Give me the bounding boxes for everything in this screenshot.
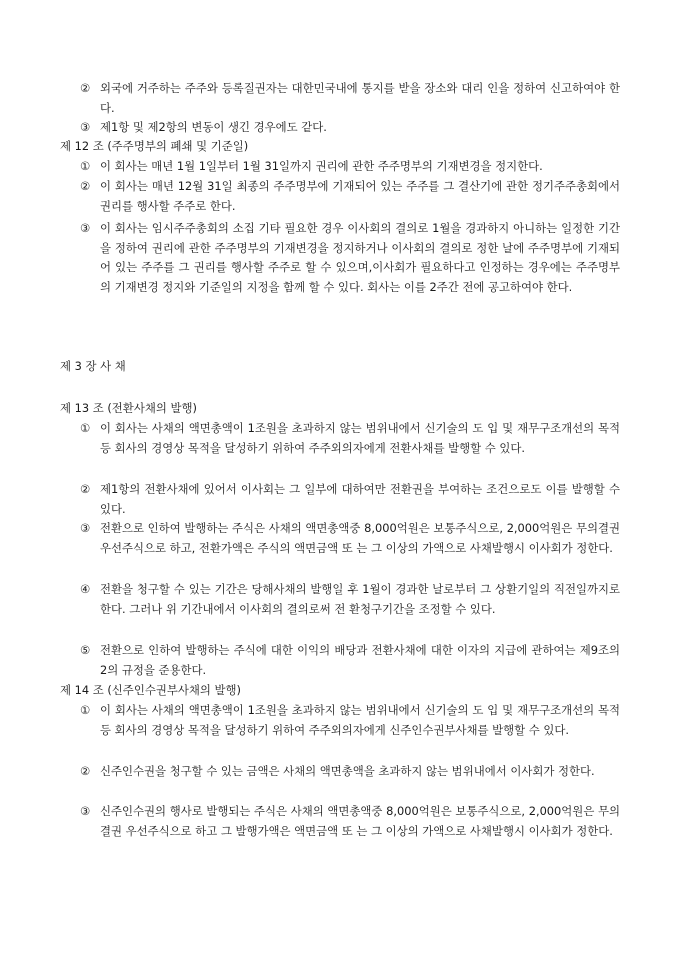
list-item: [80, 157, 620, 177]
item-number: ③: [80, 120, 91, 134]
item-text: 전환으로 인하여 발행하는 주식은 사채의 액면총액중 8,000억원은 보통주식으로, 2,000억원은 무의결권 우선주식으로 하고, 전환가액은 주식의 액면금액 또 는 그 이상의 가액으로 사채발행시 이사회가 정한다.: [100, 521, 620, 555]
item-text: 신주인수권을 청구할 수 있는 금액은 사채의 액면총액을 초과하지 않는 범위내에서 이사회가 정한다.: [100, 764, 595, 778]
item-number: ③: [80, 521, 91, 535]
item-text: 이 회사는 임시주주총회의 소집 기타 필요한 경우 이사회의 결의로 1월을 경과하지 아니하는 일정한 기간을 정하여 권리에 관한 주주명부의 기재변경을 정지하거나 이사회의 결의로 정한 날에 주주명부에 기재되어 있는 주주를 그 권리를 행사할 주주로 할 수 있으며,이사회가 필요하다고 인정하는 경우에는 주주명부의 기재변경 정지와 기준일의 지정을 함께 할 수 있다. 회사는 이를 2주간 전에 공고하여야 한다.: [100, 221, 620, 294]
list-item: [80, 580, 620, 619]
item-number: ②: [80, 179, 91, 193]
list-item: [80, 519, 620, 558]
item-text: 이 회사는 사채의 액면총액이 1조원을 초과하지 않는 범위내에서 신기술의 도 입 및 재무구조개선의 목적등 회사의 경영상 목적을 달성하기 위하여 주주외의자에게 전환사채를 발행할 수 있다.: [100, 421, 620, 455]
item-number: ⑤: [80, 643, 91, 657]
list-item: [80, 219, 620, 297]
item-text: 신주인수권의 행사로 발행되는 주식은 사채의 액면총액중 8,000억원은 보통주식으로, 2,000억원은 무의결권 우선주식으로 하고 그 발행가액은 액면금액 또 는 그 이상의 가액으로 사채발행시 이사회가 정한다.: [100, 804, 620, 838]
item-number: ①: [80, 421, 91, 435]
chapter-heading: 제 3 장 사 채: [60, 359, 126, 373]
list-item: [80, 701, 620, 740]
list-item: [80, 802, 620, 841]
list-item: [80, 419, 620, 458]
list-item: [80, 480, 620, 519]
list-item: [80, 118, 620, 138]
list-item: [80, 177, 620, 216]
item-text: 이 회사는 매년 1월 1일부터 1월 31일까지 권리에 관한 주주명부의 기재변경을 정지한다.: [100, 159, 543, 173]
item-number: ②: [80, 764, 91, 778]
article-heading: 제 14 조 (신주인수권부사채의 발행): [60, 683, 241, 697]
item-text: 전환으로 인하여 발행하는 주식에 대한 이익의 배당과 전환사채에 대한 이자의 지급에 관하여는 제9조의 2의 규정을 준용한다.: [100, 643, 620, 677]
item-number: ②: [80, 81, 91, 95]
list-item: [80, 79, 620, 118]
item-number: ③: [80, 221, 91, 235]
article-heading: 제 13 조 (전환사채의 발행): [60, 401, 197, 415]
item-text: 이 회사는 매년 12월 31일 최종의 주주명부에 기재되어 있는 주주를 그 결산기에 관한 정기주주총회에서 권리를 행사할 주주로 한다.: [100, 179, 620, 213]
item-text: 제1항의 전환사채에 있어서 이사회는 그 일부에 대하여만 전환권을 부여하는 조건으로도 이를 발행할 수 있다.: [100, 482, 620, 516]
article-heading: 제 12 조 (주주명부의 폐쇄 및 기준일): [60, 139, 249, 153]
item-number: ①: [80, 703, 91, 717]
item-text: 전환을 청구할 수 있는 기간은 당해사채의 발행일 후 1월이 경과한 날로부터 그 상환기일의 직전일까지로 한다. 그러나 위 기간내에서 이사회의 결의로써 전 환청구기간을 조정할 수 있다.: [100, 582, 620, 616]
item-text: 제1항 및 제2항의 변동이 생긴 경우에도 같다.: [100, 120, 327, 134]
item-text: 외국에 거주하는 주주와 등록질권자는 대한민국내에 통지를 받을 장소와 대리 인을 정하여 신고하여야 한다.: [100, 81, 620, 115]
item-number: ②: [80, 482, 91, 496]
list-item: [80, 762, 620, 782]
item-number: ④: [80, 582, 91, 596]
item-text: 이 회사는 사채의 액면총액이 1조원을 초과하지 않는 범위내에서 신기술의 도 입 및 재무구조개선의 목적등 회사의 경영상 목적을 달성하기 위하여 주주외의자에게 신주인수권부사채를 발행할 수 있다.: [100, 703, 620, 737]
item-number: ③: [80, 804, 91, 818]
item-number: ①: [80, 159, 91, 173]
list-item: [80, 641, 620, 680]
